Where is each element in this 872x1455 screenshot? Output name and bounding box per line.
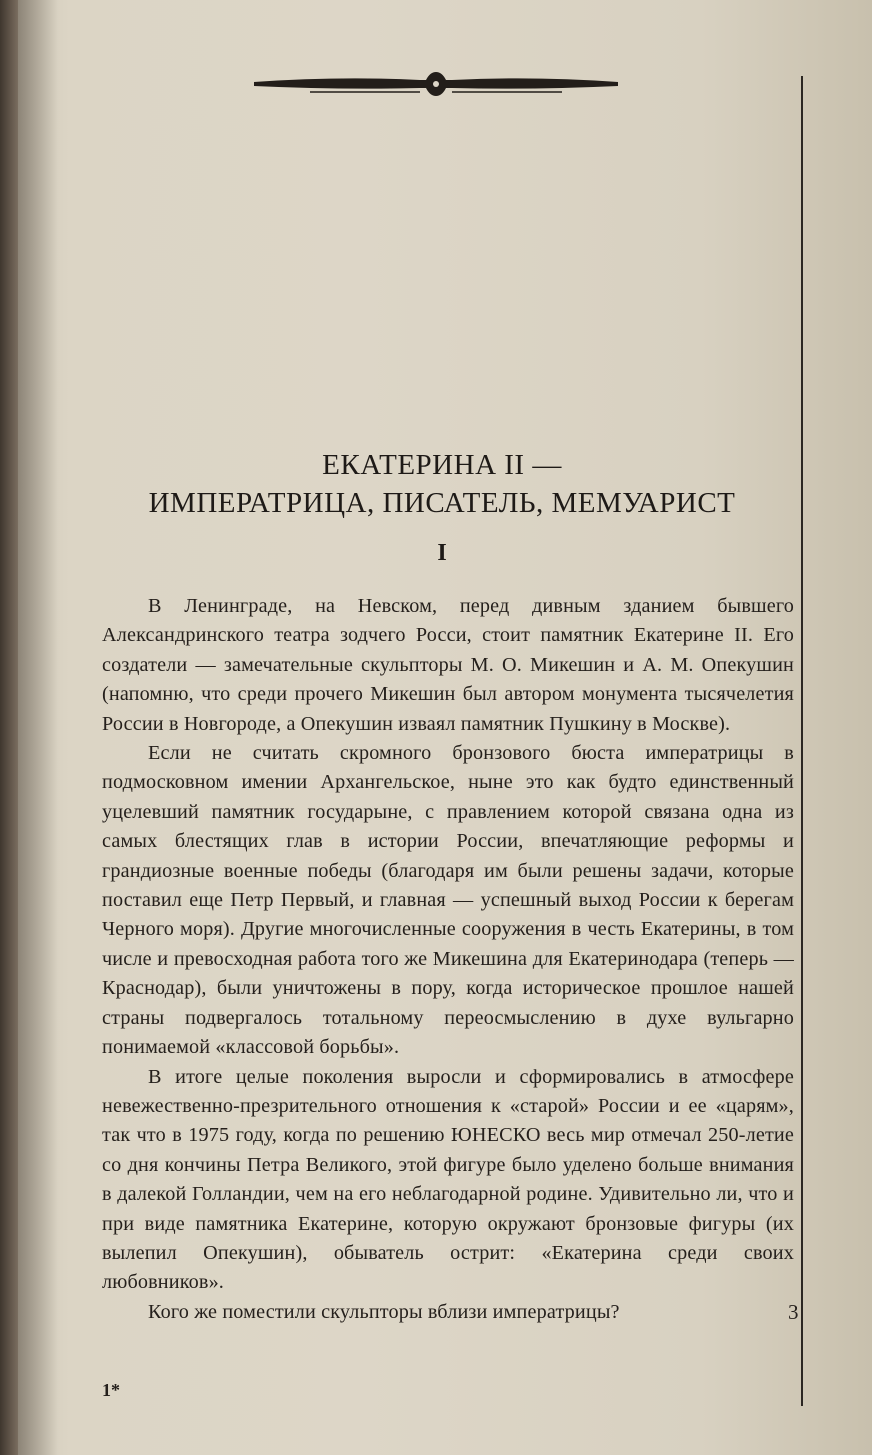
- paragraph-3: В итоге целые поколения выросли и сформировались в атмосфере невежественно-презрительного отношения к «старой» России и ее «царям», так что в 1975 году, когда по решению ЮНЕСКО весь мир отмечал 250-летие со дня кончины Петра Великого, этой фигуре было уделено больше внимания в далекой Голландии, чем на его неблагодарной родине. Удивительно ли, что и при виде памятника Екатерине, которую окружают бронзовые фигуры (их вылепил Опекушин), обыватель острит: «Екатерина среди своих любовников».: [102, 1065, 794, 1294]
- body-text: [102, 592, 794, 1327]
- page-number: 3: [788, 1300, 799, 1324]
- adjacent-page-edge: [0, 0, 18, 1455]
- chapter-title: [102, 446, 782, 522]
- paragraph-1: В Ленинграде, на Невском, перед дивным зданием бывшего Александринского театра зодчего Росси, стоит памятник Екатерине II. Его создатели — замечательные скульпторы М. О. Микешин и А. М. Опекушин (напомню, что среди прочего Микешин был автором монумента тысячелетия России в Новгороде, а Опекушин изваял памятник Пушкину в Москве).: [102, 595, 794, 735]
- printer-signature-mark: 1*: [102, 1380, 120, 1400]
- header-ornament-icon: [250, 68, 622, 102]
- chapter-title-line-1: ЕКАТЕРИНА II —: [322, 449, 562, 481]
- paragraph-2: Если не считать скромного бронзового бюста императрицы в подмосковном имении Архангельское, ныне это как будто единственный уцелевший памятник государыне, с правлением которой связана одна из самых блестящих глав в истории России, впечатляющие реформы и грандиозные военные победы (благодаря им были решены задачи, которые поставил еще Петр Первый, и главная — успешный выход России к берегам Черного моря). Другие многочисленные сооружения в честь Екатерины, в том числе и превосходная работа того же Микешина для Екатеринодара (теперь — Краснодар), были уничтожены в пору, когда историческое прошлое нашей страны подвергалось тотальному переосмыслению в духе вульгарно понимаемой «классовой борьбы».: [102, 742, 794, 1059]
- section-number: I: [437, 540, 447, 566]
- book-page: [18, 0, 872, 1455]
- paragraph-4: Кого же поместили скульпторы вблизи императрицы?: [148, 1300, 620, 1323]
- page-gutter-shadow: [18, 0, 58, 1455]
- vertical-rule: [801, 76, 803, 1406]
- chapter-title-line-2: ИМПЕРАТРИЦА, ПИСАТЕЛЬ, МЕМУАРИСТ: [148, 487, 736, 519]
